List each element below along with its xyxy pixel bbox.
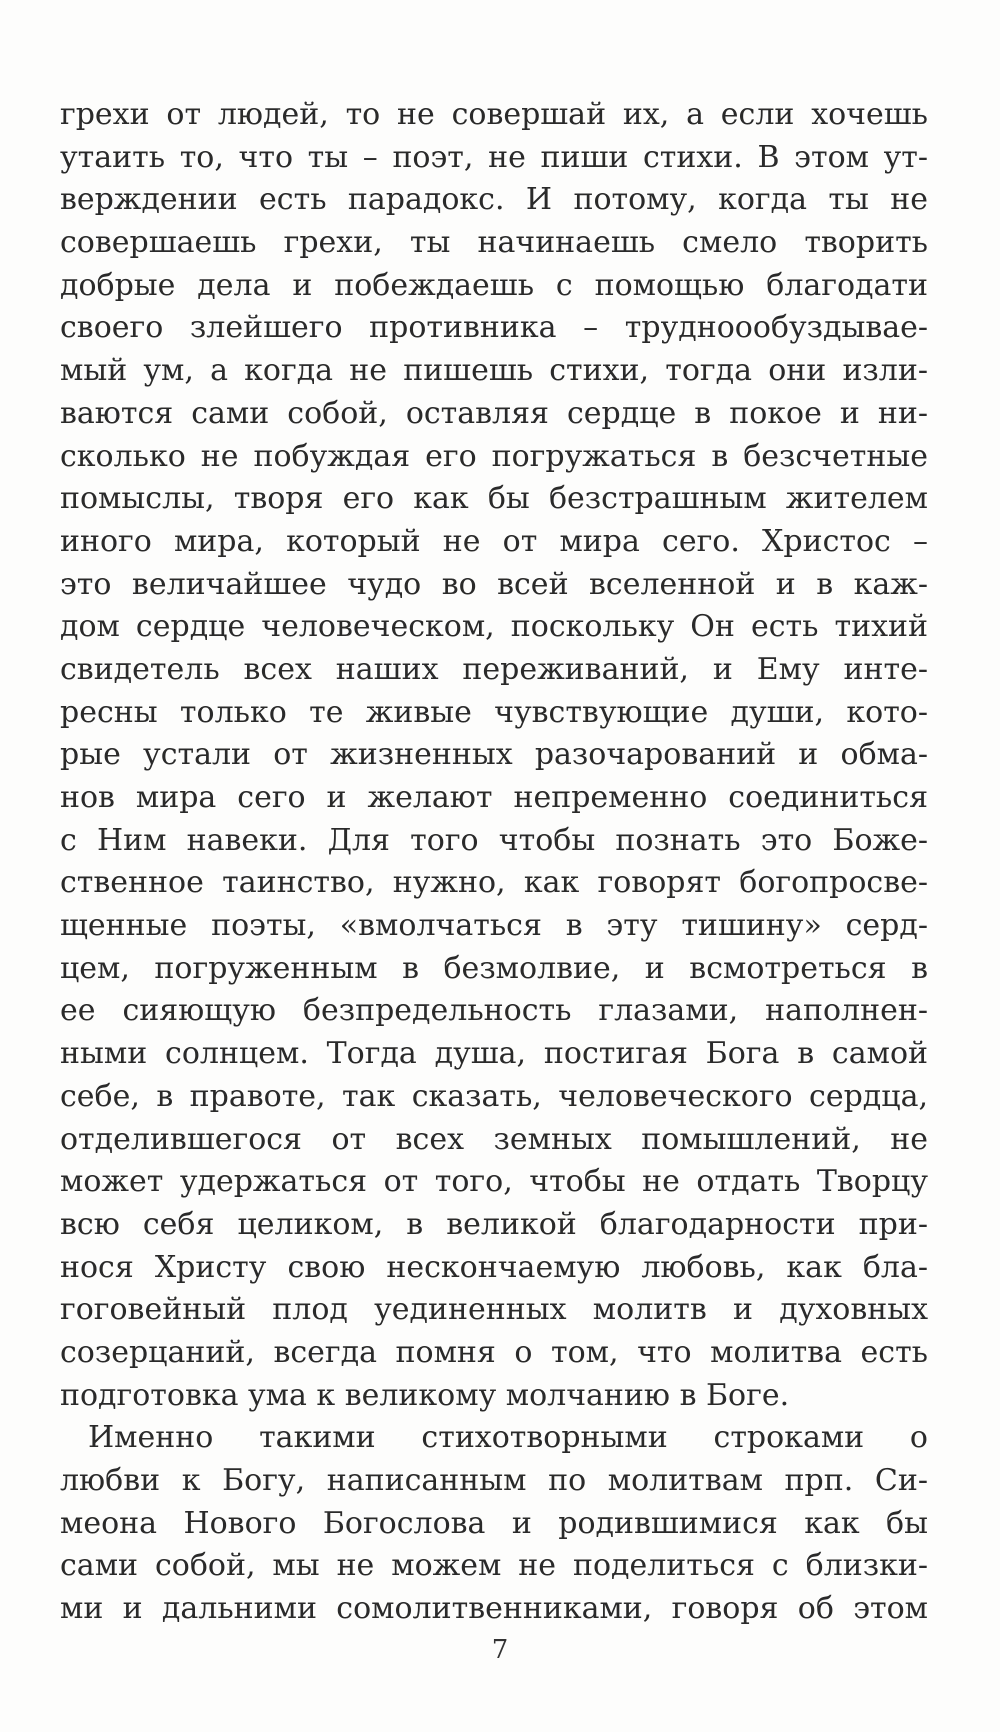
text-line: совершаешь грехи, ты начинаешь смело творить [60,225,928,261]
text-line: ее сияющую безпредельность глазами, наполнен- [60,993,928,1029]
text-line: добрые дела и побеждаешь с помощью благодати [60,267,928,303]
paragraph-first-line: Именно такими стихотворными строками о [88,1420,928,1456]
text-line: сколько не побуждая его погружаться в безсчетные [60,438,928,474]
text-line: свидетель всех наших переживаний, и Ему инте- [60,651,928,687]
text-line: ственное таинство, нужно, как говорят богопросве- [60,865,928,901]
text-line: помыслы, творя его как бы безстрашным жителем [60,481,928,517]
text-line: гоговейный плод уединенных молитв и духовных [60,1292,928,1328]
text-line: нося Христу свою нескончаемую любовь, как бла- [60,1249,928,1285]
text-line: утаить то, что ты – поэт, не пиши стихи. В этом ут- [60,139,928,175]
page-number: 7 [491,1635,509,1665]
text-line: мый ум, а когда не пишешь стихи, тогда они изли- [60,353,928,389]
text-line: с Ним навеки. Для того чтобы познать это Боже- [60,822,928,858]
text-line: ными солнцем. Тогда душа, постигая Бога в самой [60,1036,928,1072]
text-line: грехи от людей, то не совершай их, а если хочешь [60,97,928,132]
text-line: дом сердце человеческом, поскольку Он есть тихий [60,609,928,645]
text-line: себе, в правоте, так сказать, человеческого сердца, [60,1078,928,1114]
text-line: рые устали от жизненных разочарований и обма- [60,737,928,773]
text-line: любви к Богу, написанным по молитвам прп. Си- [60,1463,928,1498]
text-line: своего злейшего противника – трудноообуздывае- [60,310,928,346]
text-line: меона Нового Богослова и родившимися как бы [60,1505,928,1541]
body-text [60,94,928,1631]
text-line: иного мира, который не от мира сего. Христос – [60,523,928,559]
text-line: ресны только те живые чувствующие души, кото- [60,694,928,730]
text-line: созерцаний, всегда помня о том, что молитва есть [60,1334,928,1370]
text-line: сами собой, мы не можем не поделиться с близки- [60,1548,928,1584]
text-line: это величайшее чудо во всей вселенной и в каж- [60,566,928,602]
text-line: ваются сами собой, оставляя сердце в покое и ни- [60,395,928,431]
text-line: ми и дальними сомолитвенниками, говоря об этом [60,1591,928,1627]
text-line: всю себя целиком, в великой благодарности при- [60,1206,928,1242]
text-line: подготовка ума к великому молчанию в Боге. [60,1377,790,1413]
text-line: отделившегося от всех земных помышлений, не [60,1121,928,1157]
text-line: цем, погруженным в безмолвие, и всмотреться в [60,950,928,986]
text-line: щенные поэты, «вмолчаться в эту тишину» серд- [60,908,928,944]
text-line: верждении есть парадокс. И потому, когда ты не [60,182,928,218]
text-line: может удержаться от того, чтобы не отдать Творцу [60,1164,928,1200]
text-line: нов мира сего и желают непременно соединиться [60,780,928,815]
